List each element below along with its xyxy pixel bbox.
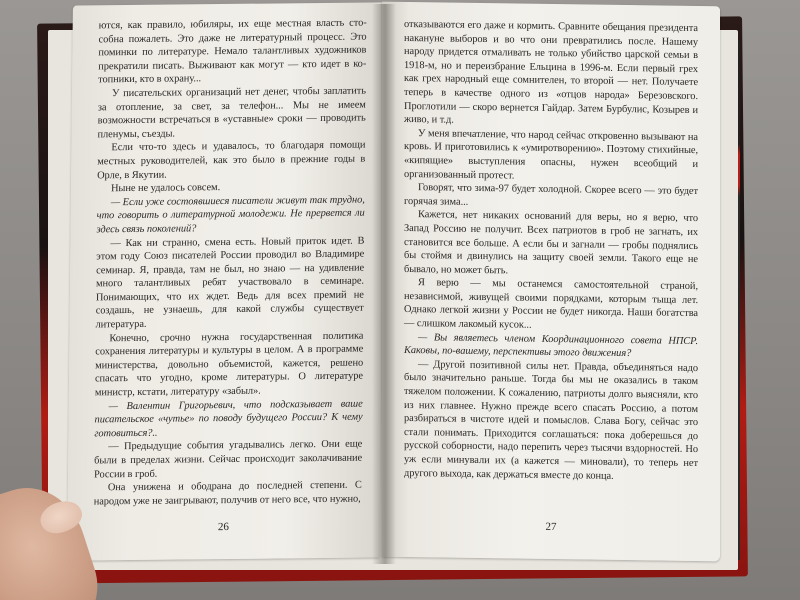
paragraph: Кажется, нет никаких оснований для веры, но я верю, что Запад Россию не получит. Всех патриотов в гроб не загнать, их становится все больше. А если бы и загнали — гробы поднялись бы стоймя и двинулись на защиту своей земли. Такого еще не бывало, но может быть. <box>404 209 698 277</box>
paragraph: — Если уже состоявшиеся писатели живут так трудно, что говорить о литературной молодежи. Не прервется ли здесь связь поколений? <box>96 194 365 236</box>
paragraph: — Как ни странно, смена есть. Новый приток идет. В этом году Союз писателей России проводил во Владимире семинар. Я, правда, там не был, но знаю — на удивление много талантливых ребят участвовало в семинаре. Понимающих, что их ждет. Ведь для всех премий не создашь, не узнаешь, для какой службы существует литература. <box>95 235 365 331</box>
paragraph: — Предыдущие события угадывались легко. Они еще были в пределах жизни. Сейчас происходит заколачивание России в гроб. <box>93 438 363 480</box>
paragraph: Ныне не удалось совсем. <box>110 182 221 195</box>
paragraph: У меня впечатление, что народ сейчас откровенно вызывают на кровь. И приготовились к «умиротворению». Поэтому стихийные, «кипящие» выступления опасны, нужен всеобщий и организованный протест. <box>404 127 698 182</box>
paragraph: ются, как правило, юбиляры, их еще местная власть сто-собна пожалеть. Это даже не литературный процесс. Это поминки по литературе. Немало талантливых художников прекратили писать. Выживают как могут — кто идет в ко-топники, кто в охрану... <box>98 17 367 86</box>
left-page-number: 26 <box>217 520 229 534</box>
paragraph: Говорят, что зима-97 будет холодной. Скорее всего — это будет горячая зима... <box>404 182 698 208</box>
paragraph: У писательских организаций нет денег, чтобы заплатить за отопление, за свет, за телефон... Мы не имеем возможности встречаться в «уставные» сроки — проводить пленумы, съезды. <box>97 85 367 141</box>
left-page-text <box>94 17 367 509</box>
right-page-number: 27 <box>545 520 557 534</box>
book-gutter <box>372 4 396 564</box>
paragraph: — Другой позитивной силы нет. Правда, объединяться надо было значительно раньше. Тогда бы мы не оказались в таком тяжелом положении. К сожалению, патриоты долго выясняли, кто из них главнее. Нужно прежде всего спасать Россию, а потом разбираться в чистоте идей и помыслов. Слава Богу, сейчас это стали понимать. Приходится соглашаться: пока доберешься до русской соборности, надо перепить через тысячи вздорностей. Но уж если минували их (а кажется — миновали), то теперь нет другого выхода, как держаться вместе до конца. <box>404 358 698 482</box>
paragraph: Я верю — мы останемся самостоятельной страной, независимой, живущей своими порядками, которым тыща лет. Однако легкой жизни у России не будет никогда. Наши богатства — слишком лакомый кусок... <box>404 277 698 331</box>
paragraph: — Вы являетесь членом Координационного совета НПСР. Каковы, по-вашему, перспективы этого движения? <box>404 331 698 360</box>
paragraph: Если что-то здесь и удавалось, то благодаря помощи местных руководителей, как это было в прежние годы в Орле, в Якутии. <box>97 139 366 181</box>
right-page <box>382 2 720 562</box>
right-page-text <box>404 18 698 484</box>
paragraph: Она унижена и ободрана до последней степени. С народом уже не заигрывают, получив от него все, что нужно, <box>93 479 362 508</box>
left-page <box>67 2 385 560</box>
paragraph: отказываются его даже и кормить. Сравните обещания президента накануне выборов и во что они превратились после. Нашему народу придется отмаливать не только убийство царской семьи в 1918-м, но и переизбрание Ельцина в 1996-м. Если первый грех как грех народный еще сомнителен, то второй — нет. Получаете теперь в качестве одного из «отцов народа» Березовского. Проглотили — скоро вернется Гайдар. Затем Бурбулис, Козырев и живо, и т.д. <box>404 18 698 126</box>
paragraph: Конечно, срочно нужна государственная политика сохранения литературы и культуры в целом. А в программе министерства, довольно объемистой, кажется, решено спасать что угодно, кроме литературы. О литературе министр, кстати, литературу «забыл». <box>94 330 364 399</box>
paragraph: — Валентин Григорьевич, что подсказывает ваше писательское «чутье» по поводу будущего России? К чему готовиться?.. <box>94 398 363 440</box>
